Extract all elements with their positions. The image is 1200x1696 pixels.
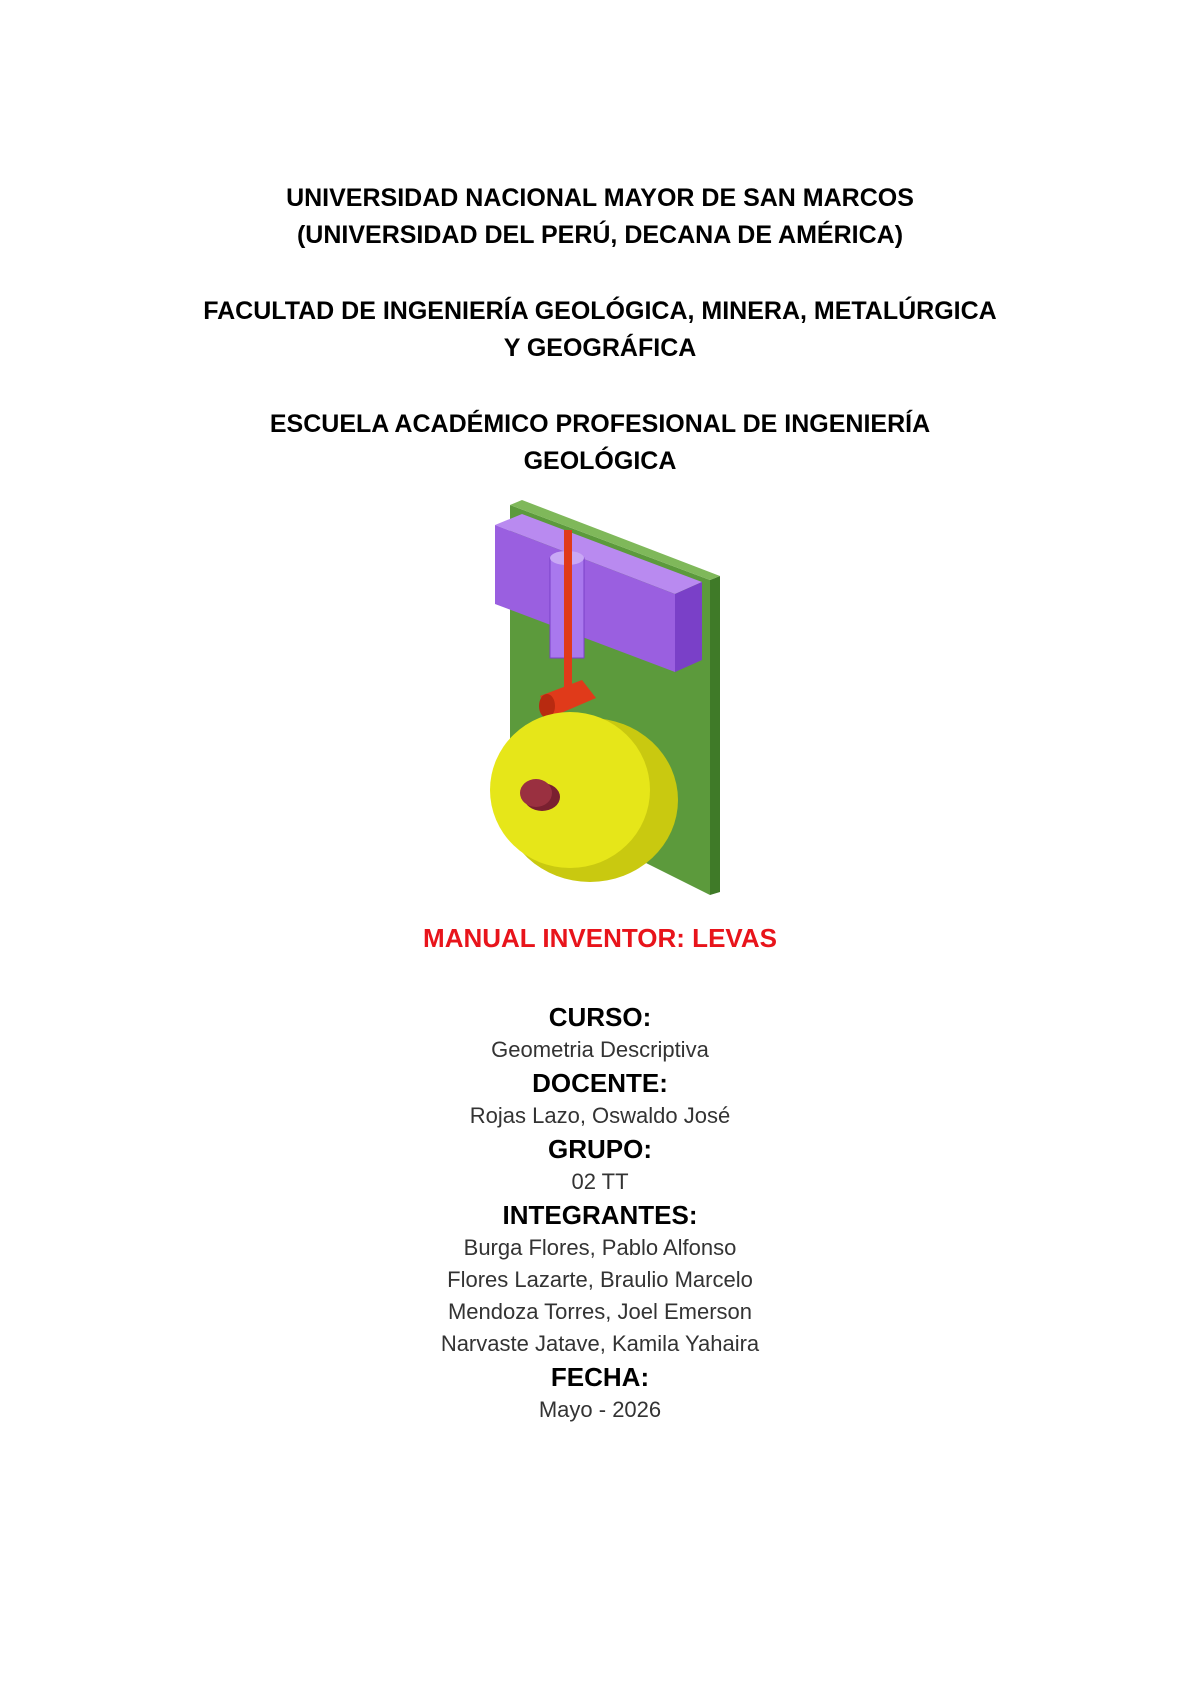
document-title: MANUAL INVENTOR: LEVAS — [423, 923, 777, 953]
base-plate-side — [710, 576, 720, 895]
fecha-label: FECHA: — [550, 1362, 650, 1392]
school-name — [0, 406, 1200, 480]
guide-block-side — [675, 582, 702, 672]
cam-mechanism-figure — [470, 500, 730, 900]
integrante-1: Burga Flores, Pablo Alfonso — [463, 1235, 737, 1260]
university-name — [0, 180, 1200, 254]
docente-value: Rojas Lazo, Oswaldo José — [469, 1103, 731, 1128]
curso-label: CURSO: — [548, 1002, 652, 1032]
cover-info — [0, 1000, 1200, 1426]
grupo-value: 02 TT — [571, 1169, 629, 1194]
cam-mechanism-illustration — [470, 500, 730, 900]
cam-hub-face — [520, 779, 552, 807]
follower-rod — [564, 530, 572, 700]
fecha-value: Mayo - 2026 — [538, 1397, 662, 1422]
university-line-1: UNIVERSIDAD NACIONAL MAYOR DE SAN MARCOS — [286, 184, 914, 212]
faculty-line-1: FACULTAD DE INGENIERÍA GEOLÓGICA, MINERA, METALÚRGICA — [203, 297, 997, 325]
cam-disc-face — [490, 712, 650, 868]
school-line-1: ESCUELA ACADÉMICO PROFESIONAL DE INGENIERÍA — [269, 410, 931, 438]
faculty-name — [0, 293, 1200, 367]
curso-value: Geometria Descriptiva — [491, 1037, 709, 1062]
integrante-3: Mendoza Torres, Joel Emerson — [447, 1299, 753, 1324]
grupo-label: GRUPO: — [548, 1134, 652, 1164]
docente-label: DOCENTE: — [532, 1068, 668, 1098]
integrante-4: Narvaste Jatave, Kamila Yahaira — [440, 1331, 760, 1356]
university-line-2: (UNIVERSIDAD DEL PERÚ, DECANA DE AMÉRICA) — [296, 221, 904, 249]
integrante-2: Flores Lazarte, Braulio Marcelo — [447, 1267, 753, 1292]
faculty-line-2: Y GEOGRÁFICA — [503, 334, 697, 362]
integrantes-label: INTEGRANTES: — [502, 1200, 698, 1230]
school-line-2: GEOLÓGICA — [523, 447, 677, 475]
